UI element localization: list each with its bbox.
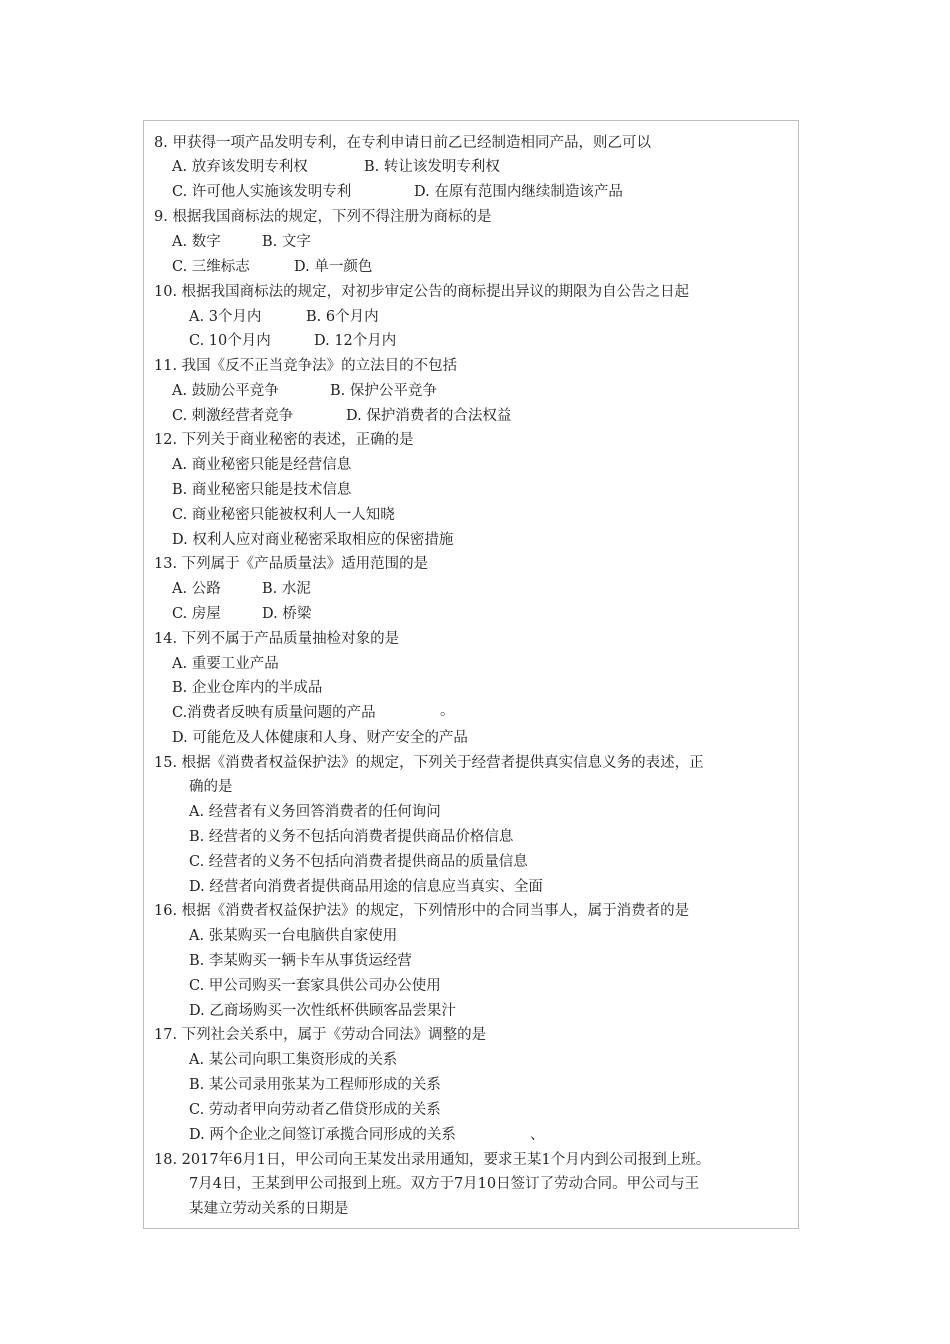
question-16-stem: 16. 根据《消费者权益保护法》的规定，下列情形中的合同当事人，属于消费者的是 xyxy=(154,903,690,919)
question-18-stem-continued-2: 某建立劳动关系的日期是 xyxy=(189,1201,349,1217)
question-13-option-d: D. 桥梁 xyxy=(262,606,312,622)
question-13-option-b: B. 水泥 xyxy=(262,581,311,597)
stray-mark: 、 xyxy=(530,1127,545,1143)
question-12-stem: 12. 下列关于商业秘密的表述，正确的是 xyxy=(154,432,414,448)
question-15-option-c: C. 经营者的义务不包括向消费者提供商品的质量信息 xyxy=(189,854,528,870)
question-11-option-c: C. 刺激经营者竞争 xyxy=(172,408,294,424)
question-15-option-d: D. 经营者向消费者提供商品用途的信息应当真实、全面 xyxy=(189,879,543,895)
question-9-option-c: C. 三维标志 xyxy=(172,259,250,275)
question-16-option-c: C. 甲公司购买一套家具供公司办公使用 xyxy=(189,978,441,994)
question-13-option-a: A. 公路 xyxy=(172,581,221,597)
question-17-option-d: D. 两个企业之间签订承揽合同形成的关系 xyxy=(189,1127,456,1143)
question-14-option-a: A. 重要工业产品 xyxy=(172,656,279,672)
question-15-stem-continued: 确的是 xyxy=(189,779,233,795)
document-page xyxy=(143,120,799,1229)
question-8-option-d: D. 在原有范围内继续制造该产品 xyxy=(414,184,623,200)
question-18-stem-continued: 7月4日，王某到甲公司报到上班。双方于7月10日签订了劳动合同。甲公司与王 xyxy=(189,1176,700,1192)
question-11-option-b: B. 保护公平竞争 xyxy=(330,383,437,399)
question-9-stem: 9. 根据我国商标法的规定，下列不得注册为商标的是 xyxy=(154,209,492,225)
question-14-option-d: D. 可能危及人体健康和人身、财产安全的产品 xyxy=(172,730,468,746)
question-11-stem: 11. 我国《反不正当竞争法》的立法目的不包括 xyxy=(154,358,458,374)
question-8-stem: 8. 甲获得一项产品发明专利，在专利申请日前乙已经制造相同产品，则乙可以 xyxy=(154,135,651,151)
question-15-option-a: A. 经营者有义务回答消费者的任何询问 xyxy=(189,804,441,820)
question-9-option-d: D. 单一颜色 xyxy=(294,259,373,275)
question-14-option-b: B. 企业仓库内的半成品 xyxy=(172,680,323,696)
question-13-option-c: C. 房屋 xyxy=(172,606,221,622)
question-17-option-c: C. 劳动者甲向劳动者乙借贷形成的关系 xyxy=(189,1102,441,1118)
question-17-stem: 17. 下列社会关系中，属于《劳动合同法》调整的是 xyxy=(154,1027,487,1043)
question-10-option-d: D. 12个月内 xyxy=(314,333,397,349)
question-17-option-b: B. 某公司录用张某为工程师形成的关系 xyxy=(189,1077,441,1093)
question-12-option-b: B. 商业秘密只能是技术信息 xyxy=(172,482,352,498)
question-12-option-a: A. 商业秘密只能是经营信息 xyxy=(172,457,352,473)
question-13-stem: 13. 下列属于《产品质量法》适用范围的是 xyxy=(154,556,429,572)
question-10-option-b: B. 6个月内 xyxy=(306,309,379,325)
question-16-option-b: B. 李某购买一辆卡车从事货运经营 xyxy=(189,953,412,969)
question-14-option-c: C.消费者反映有质量问题的产品 xyxy=(172,705,376,721)
question-8-option-c: C. 许可他人实施该发明专利 xyxy=(172,184,352,200)
question-12-option-c: C. 商业秘密只能被权利人一人知晓 xyxy=(172,507,395,523)
question-15-stem: 15. 根据《消费者权益保护法》的规定，下列关于经营者提供真实信息义务的表述，正 xyxy=(154,755,704,771)
question-12-option-d: D. 权利人应对商业秘密采取相应的保密措施 xyxy=(172,532,454,548)
question-10-option-a: A. 3个月内 xyxy=(189,309,262,325)
question-10-stem: 10. 根据我国商标法的规定，对初步审定公告的商标提出异议的期限为自公告之日起 xyxy=(154,284,690,300)
question-17-option-a: A. 某公司向职工集资形成的关系 xyxy=(189,1052,398,1068)
question-14-stem: 14. 下列不属于产品质量抽检对象的是 xyxy=(154,631,400,647)
question-9-option-b: B. 文字 xyxy=(262,234,311,250)
question-15-option-b: B. 经营者的义务不包括向消费者提供商品价格信息 xyxy=(189,829,514,845)
stray-mark: 。 xyxy=(440,703,455,719)
question-11-option-d: D. 保护消费者的合法权益 xyxy=(346,408,512,424)
question-8-option-a: A. 放弃该发明专利权 xyxy=(172,159,308,175)
question-16-option-d: D. 乙商场购买一次性纸杯供顾客品尝果汁 xyxy=(189,1003,456,1019)
question-18-stem: 18. 2017年6月1日，甲公司向王某发出录用通知，要求王某1个月内到公司报到上班。 xyxy=(154,1152,711,1168)
question-8-option-b: B. 转让该发明专利权 xyxy=(364,159,500,175)
question-10-option-c: C. 10个月内 xyxy=(189,333,271,349)
question-9-option-a: A. 数字 xyxy=(172,234,221,250)
question-16-option-a: A. 张某购买一台电脑供自家使用 xyxy=(189,928,398,944)
question-11-option-a: A. 鼓励公平竞争 xyxy=(172,383,279,399)
